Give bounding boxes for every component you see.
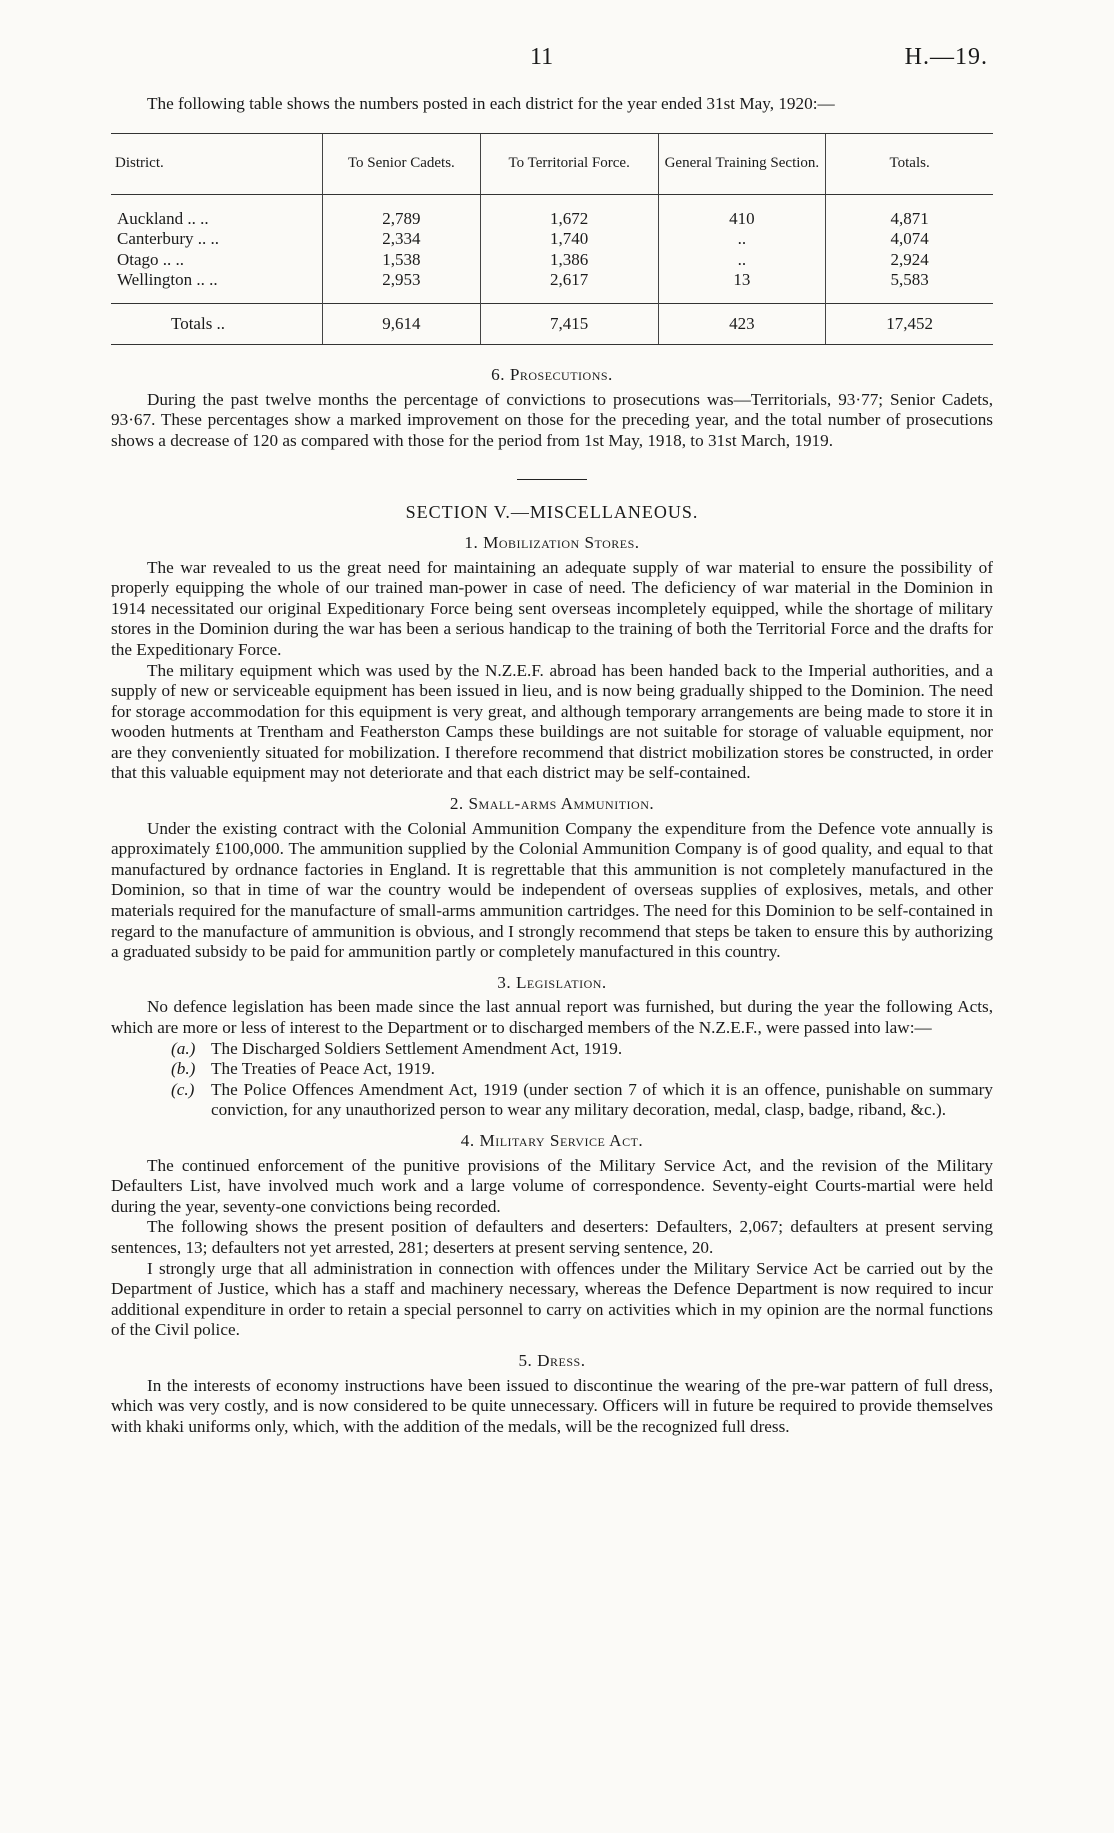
table-header-row: [111, 133, 993, 194]
list-item-label: (b.): [171, 1059, 196, 1079]
cell-territorial: 1,740: [480, 229, 658, 250]
cell-general-training: 410: [658, 194, 826, 229]
cell-general-training: ..: [658, 229, 826, 250]
cell-senior-cadets: 2,953: [322, 270, 480, 303]
list-item: [171, 1039, 993, 1060]
military-service-paragraph-3: I strongly urge that all administration in connection with offences under the Military Service Act be carried out by the Department of Justice, which has a staff and machinery necessary, whereas the Defence Department is now required to incur additional expenditure in order to retain a special personnel to carry on activities which in my opinion are the normal functions of the Civil police.: [111, 1258, 993, 1340]
document-body: [111, 94, 993, 1437]
cell-senior-cadets: 2,334: [322, 229, 480, 250]
col-header-territorial: To Territorial Force.: [480, 133, 658, 194]
list-item-text: The Treaties of Peace Act, 1919.: [211, 1059, 435, 1079]
cell-general-training: 13: [658, 270, 826, 303]
ammunition-paragraph: Under the existing contract with the Colonial Ammunition Company the expenditure from the Defence vote annually is approximately £100,000. The ammunition supplied by the Colonial Ammunition Company is of good quality, and equal to that manufactured by ordnance factories in England. It is regrettable that this ammunition is not completely manufactured in the Dominion, so that in time of war the country would be independent of overseas supplies of explosives, metals, and other materials required for the manufacture of small-arms ammunition cartridges. The need for this Dominion to be self-contained in regard to the manufacture of ammunition is obvious, and I strongly recommend that steps be taken to ensure this by authorizing a graduated subsidy to be paid for ammunition partly or completely manufactured in this country.: [111, 818, 993, 962]
table-row: [111, 250, 993, 271]
totals-row: [111, 303, 993, 344]
district-name: Otago ..: [117, 249, 172, 269]
military-service-heading: 4. Military Service Act.: [460, 1130, 644, 1150]
military-service-paragraph-1: The continued enforcement of the punitive provisions of the Military Service Act, and the revision of the Military Defaulters List, have involved much work and a large volume of correspondence. Seventy-eight Courts-martial were held during the year, seventy-one convictions being recorded.: [111, 1155, 993, 1216]
district-name: Auckland ..: [117, 208, 196, 228]
list-item: [171, 1059, 993, 1080]
table-row: [111, 194, 993, 229]
mobilization-paragraph-2: The military equipment which was used by the N.Z.E.F. abroad has been handed back to the Imperial authorities, and a supply of new or serviceable equipment has been issued in lieu, and is now being gradually shipped to the Dominion. The need for storage accommodation for this equipment is very great, and although temporary arrangements are being made to store it in wooden hutments at Trentham and Featherston Camps these buildings are not suitable for storage of valuable equipment, nor are they conveniently situated for mobilization. I therefore recommend that district mobilization stores be constructed, in order that this valuable equipment may not deteriorate and that each district may be self-contained.: [111, 660, 993, 783]
document-reference: H.—19.: [904, 44, 988, 70]
page-header: [0, 44, 1114, 74]
list-item-text: The Police Offences Amendment Act, 1919 (under section 7 of which it is an offence, punishable on summary conviction, for any unauthorized person to wear any military decoration, medal, clasp, badge, riband, &c.).: [211, 1079, 993, 1120]
page-number: 11: [530, 44, 554, 70]
legislation-paragraph: No defence legislation has been made since the last annual report was furnished, but during the year the following Acts, which are more or less of interest to the Department or to discharged members of the N.Z.E.F., were passed into law:—: [111, 997, 993, 1037]
leader-dots: ..: [209, 270, 218, 290]
table-row: [111, 270, 993, 303]
section-title: SECTION V.—MISCELLANEOUS.: [405, 502, 699, 523]
mobilization-heading: 1. Mobilization Stores.: [464, 532, 640, 552]
table-intro: The following table shows the numbers posted in each district for the year ended 31st May, 1920:—: [147, 94, 835, 113]
list-item-label: (a.): [171, 1038, 196, 1058]
col-header-senior-cadets: To Senior Cadets.: [322, 133, 480, 194]
table-row: [111, 229, 993, 250]
military-service-paragraph-2: The following shows the present position of defaulters and deserters: Defaulters, 2,067; defaulters at present serving sentences, 13; defaulters not yet arrested, 281; deserters at present serving sentence, 20.: [111, 1217, 993, 1257]
prosecutions-heading: 6. Prosecutions.: [491, 364, 613, 384]
mobilization-paragraph-1: The war revealed to us the great need for maintaining an adequate supply of war material to ensure the possibility of properly equipping the whole of our trained man-power in case of need. The deficiency of war material in the Dominion in 1914 necessitated our original Expeditionary Force being sent overseas incompletely equipped, while the shortage of military stores in the Dominion during the war has been a serious handicap to the training of both the Territorial Force and the drafts for the Expeditionary Force.: [111, 557, 993, 659]
totals-label: Totals ..: [111, 303, 322, 344]
leader-dots: ..: [210, 229, 219, 249]
list-item: [171, 1080, 993, 1121]
legislation-heading: 3. Legislation.: [497, 972, 607, 992]
cell-total: 4,074: [826, 229, 993, 250]
section-divider: [517, 479, 587, 480]
ammunition-heading: 2. Small-arms Ammunition.: [449, 794, 655, 814]
col-header-totals: Totals.: [826, 133, 993, 194]
cell-territorial: 1,672: [480, 194, 658, 229]
dress-paragraph: In the interests of economy instructions have been issued to discontinue the wearing of the pre-war pattern of full dress, which was very costly, and is now considered to be quite unnecessary. Officers will in future be required to provide themselves with khaki uniforms only, which, with the addition of the medals, will be the recognized full dress.: [111, 1375, 993, 1436]
dress-heading: 5. Dress.: [518, 1350, 586, 1370]
cell-territorial: 1,386: [480, 250, 658, 271]
leader-dots: ..: [200, 208, 209, 228]
cell-senior-cadets: 1,538: [322, 250, 480, 271]
cell-total: 5,583: [826, 270, 993, 303]
cell-territorial: 2,617: [480, 270, 658, 303]
cell-total: 2,924: [826, 250, 993, 271]
col-header-general-training: General Training Section.: [658, 133, 826, 194]
prosecutions-text: During the past twelve months the percentage of convictions to prosecutions was—Territorials, 93·77; Senior Cadets, 93·67. These percentages show a marked improvement on those for the preceding year, and the total number of prosecutions shows a decrease of 120 as compared with those for the period from 1st May, 1918, to 31st March, 1919.: [111, 389, 993, 450]
cell-senior-cadets: 2,789: [322, 194, 480, 229]
district-postings-table: [111, 133, 993, 345]
list-item-label: (c.): [171, 1079, 195, 1099]
col-header-district: District.: [111, 133, 322, 194]
total-territorial: 7,415: [480, 303, 658, 344]
district-name: Canterbury ..: [117, 229, 207, 249]
total-general-training: 423: [658, 303, 826, 344]
list-item-text: The Discharged Soldiers Settlement Amendment Act, 1919.: [211, 1038, 623, 1058]
cell-total: 4,871: [826, 194, 993, 229]
grand-total: 17,452: [826, 303, 993, 344]
total-senior-cadets: 9,614: [322, 303, 480, 344]
acts-list: [171, 1039, 993, 1121]
district-name: Wellington ..: [117, 270, 205, 290]
leader-dots: ..: [175, 249, 185, 269]
cell-general-training: ..: [658, 250, 826, 271]
